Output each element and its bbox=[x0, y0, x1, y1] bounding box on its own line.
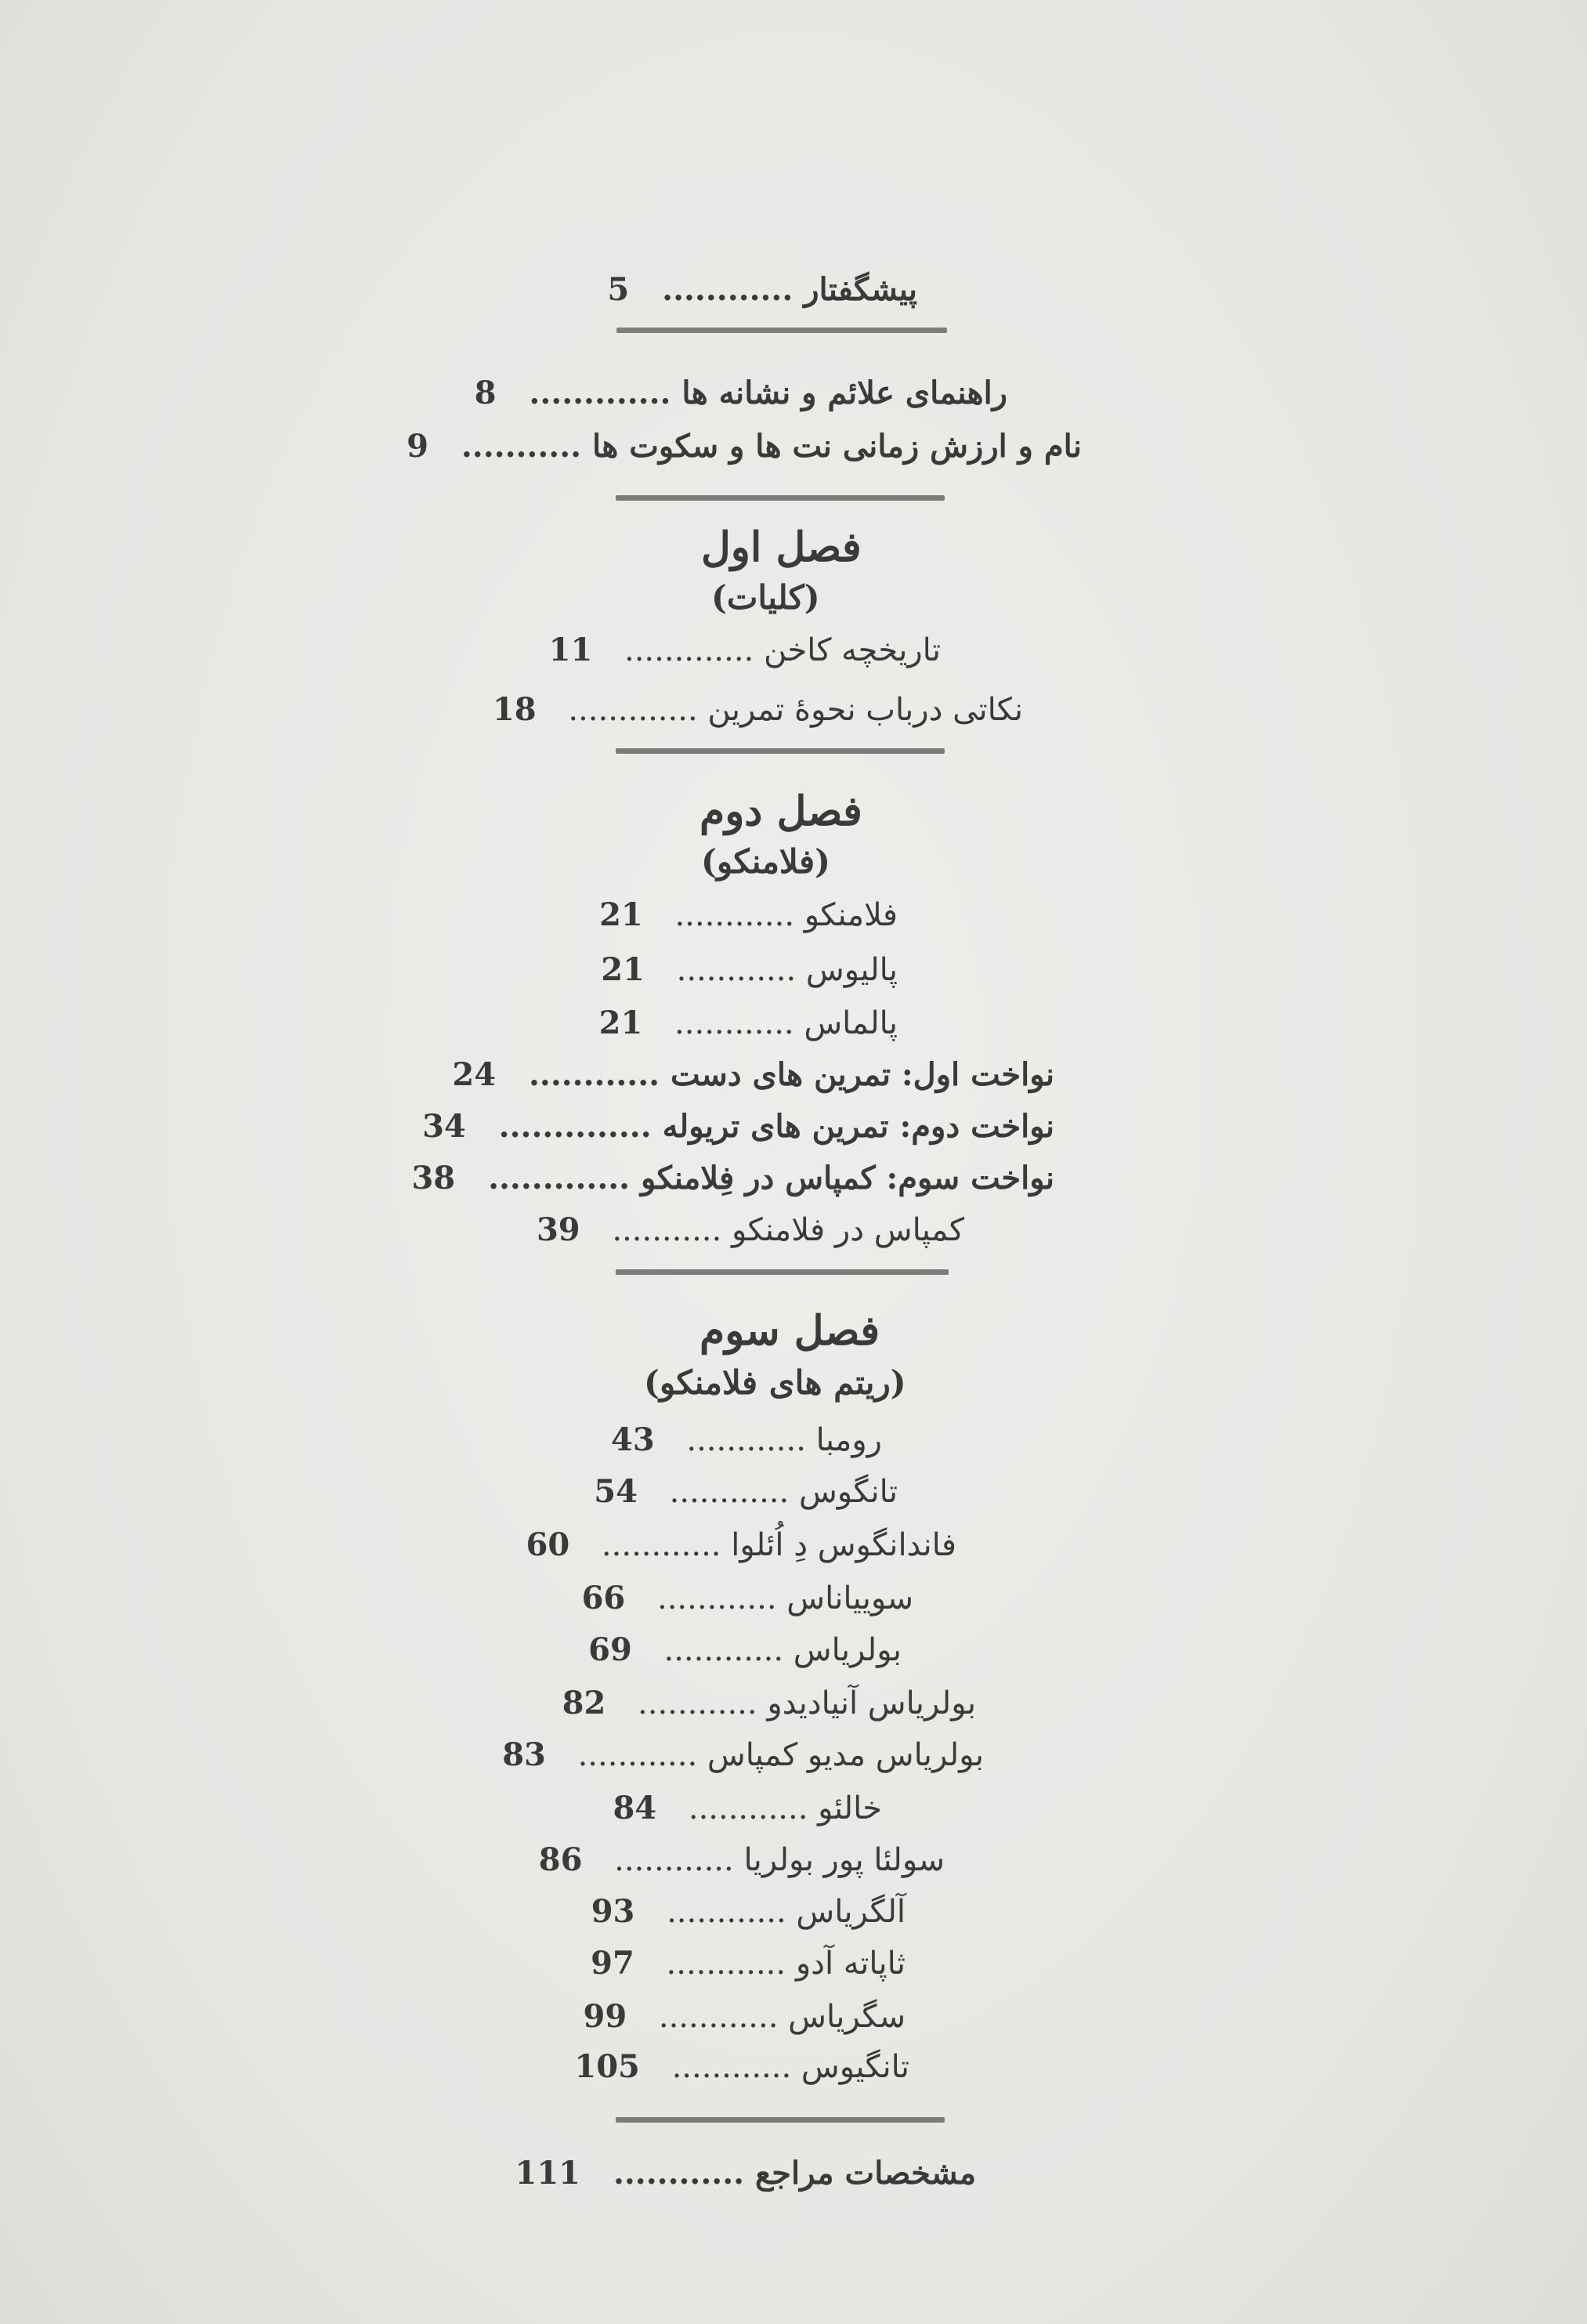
toc-entry bbox=[411, 1155, 1054, 1202]
entry-label: پیشگفتار bbox=[804, 271, 917, 308]
entry-dots: ............. bbox=[568, 692, 698, 728]
toc-entry bbox=[452, 1052, 1054, 1099]
entry-page-number: 21 bbox=[601, 951, 645, 988]
entry-page-number: 84 bbox=[613, 1790, 657, 1826]
entry-label: بولریاس مدیو کمپاس bbox=[707, 1737, 984, 1773]
entry-dots: ............ bbox=[577, 1737, 698, 1773]
toc-entry-preface bbox=[607, 266, 917, 313]
toc-entry bbox=[574, 2043, 909, 2091]
entry-dots: ............ bbox=[601, 1527, 721, 1563]
entry-label: فلامنکو bbox=[804, 897, 898, 933]
entry-dots: ............ bbox=[688, 1790, 808, 1826]
entry-page-number: 97 bbox=[591, 1945, 634, 1982]
entry-label: تاریخچه کاخن bbox=[764, 632, 941, 668]
entry-page-number: 21 bbox=[599, 896, 643, 933]
entry-dots: ............. bbox=[624, 632, 754, 668]
entry-label: کمپاس در فلامنکو bbox=[731, 1212, 964, 1248]
entry-dots: ........... bbox=[612, 1212, 722, 1248]
toc-entry bbox=[599, 892, 898, 939]
toc-entry bbox=[613, 1785, 882, 1832]
entry-label: نواخت سوم: کمپاس در فِلامنکو bbox=[641, 1160, 1054, 1196]
entry-page-number: 43 bbox=[610, 1421, 655, 1458]
entry-label: بولریاس آنیادیدو bbox=[767, 1685, 976, 1721]
entry-dots: ............ bbox=[674, 897, 795, 933]
entry-label: نواخت اول: تمرین های دست bbox=[671, 1056, 1054, 1093]
toc-entry bbox=[588, 1627, 902, 1674]
toc-entry bbox=[549, 627, 941, 674]
toc-entry bbox=[591, 1888, 906, 1935]
entry-label: تانگیوس bbox=[801, 2049, 909, 2085]
entry-page-number: 38 bbox=[411, 1160, 456, 1196]
chapter-subtitle: (ریتم های فلامنکو) bbox=[644, 1363, 906, 1402]
entry-page-number: 5 bbox=[607, 271, 630, 308]
toc-entry bbox=[475, 370, 1007, 417]
toc-entry-references bbox=[515, 2150, 977, 2197]
entry-dots: ............ bbox=[638, 1685, 757, 1721]
entry-label: تانگوس bbox=[798, 1474, 898, 1510]
entry-label: آلگریاس bbox=[796, 1894, 906, 1930]
toc-entry bbox=[526, 1522, 956, 1569]
entry-page-number: 24 bbox=[452, 1056, 497, 1093]
entry-label: سگریاس bbox=[788, 1999, 906, 2035]
divider-rule bbox=[616, 2117, 945, 2123]
entry-dots: ............ bbox=[662, 271, 794, 308]
divider-rule bbox=[616, 495, 945, 501]
entry-dots: ............ bbox=[656, 1580, 777, 1616]
chapter-title: فصل دوم bbox=[700, 787, 862, 835]
entry-dots: ............ bbox=[667, 1894, 786, 1930]
entry-label: سولئا پور بولریا bbox=[743, 1842, 945, 1878]
entry-page-number: 11 bbox=[548, 632, 593, 668]
entry-page-number: 54 bbox=[594, 1473, 638, 1510]
entry-dots: ........... bbox=[461, 428, 582, 465]
entry-page-number: 86 bbox=[538, 1841, 583, 1878]
entry-page-number: 21 bbox=[598, 1005, 643, 1041]
entry-label: ثاپاته آدو bbox=[795, 1946, 906, 1982]
entry-label: نواخت دوم: تمرین های تریوله bbox=[662, 1108, 1054, 1145]
entry-label: نکاتی درباب نحوهٔ تمرین bbox=[707, 692, 1023, 728]
toc-entry bbox=[599, 1000, 898, 1047]
toc-entry bbox=[583, 1993, 906, 2040]
entry-page-number: 8 bbox=[474, 375, 497, 411]
entry-page-number: 34 bbox=[422, 1108, 466, 1145]
entry-dots: ............ bbox=[658, 1999, 779, 2035]
divider-rule bbox=[616, 1269, 949, 1275]
divider-rule bbox=[616, 748, 945, 754]
entry-dots: ............ bbox=[676, 952, 797, 988]
chapter-subtitle: (فلامنکو) bbox=[701, 842, 830, 881]
entry-dots: ............ bbox=[528, 1056, 660, 1093]
entry-page-number: 83 bbox=[502, 1736, 546, 1773]
entry-page-number: 105 bbox=[574, 2048, 640, 2085]
toc-entry bbox=[562, 1680, 976, 1727]
entry-page-number: 99 bbox=[583, 1998, 627, 2035]
entry-label: نام و ارزش زمانی نت ها و سکوت ها bbox=[592, 428, 1082, 465]
toc-entry bbox=[582, 1575, 913, 1622]
toc-entry bbox=[591, 1940, 906, 1987]
entry-dots: .............. bbox=[498, 1108, 652, 1145]
entry-label: بولریاس bbox=[793, 1632, 902, 1668]
entry-page-number: 111 bbox=[515, 2155, 580, 2192]
entry-dots: ............ bbox=[614, 1842, 734, 1878]
toc-entry bbox=[594, 1468, 898, 1515]
toc-entry bbox=[537, 1207, 964, 1254]
chapter-subtitle: (کلیات) bbox=[711, 578, 820, 617]
toc-entry bbox=[407, 423, 1082, 470]
toc-entry bbox=[493, 686, 1023, 733]
entry-label: پالیوس bbox=[805, 952, 898, 988]
entry-page-number: 66 bbox=[581, 1580, 626, 1616]
entry-label: فاندانگوس دِ اُئلوا bbox=[731, 1527, 956, 1563]
entry-page-number: 18 bbox=[492, 691, 537, 728]
entry-dots: ............. bbox=[488, 1160, 631, 1196]
entry-dots: ............ bbox=[686, 1422, 806, 1458]
entry-label: راهنمای علائم و نشانه ها bbox=[681, 375, 1007, 411]
entry-label: خالئو bbox=[818, 1790, 882, 1826]
entry-dots: ............ bbox=[669, 1474, 790, 1510]
entry-page-number: 93 bbox=[591, 1893, 635, 1930]
entry-dots: ............ bbox=[613, 2155, 745, 2192]
entry-label: مشخصات مراجع bbox=[754, 2155, 976, 2192]
entry-page-number: 9 bbox=[407, 428, 428, 465]
chapter-title: فصل سوم bbox=[700, 1307, 880, 1355]
entry-page-number: 39 bbox=[536, 1211, 580, 1248]
toc-entry bbox=[502, 1732, 984, 1779]
toc-entry bbox=[539, 1837, 945, 1884]
entry-dots: ............ bbox=[671, 2049, 792, 2085]
entry-page-number: 69 bbox=[588, 1631, 632, 1668]
entry-dots: ............. bbox=[529, 375, 671, 411]
entry-page-number: 82 bbox=[562, 1685, 606, 1721]
entry-label: پالماس bbox=[804, 1005, 898, 1041]
toc-entry bbox=[611, 1417, 882, 1464]
entry-dots: ............ bbox=[663, 1632, 784, 1668]
divider-rule bbox=[616, 328, 947, 333]
entry-dots: ............ bbox=[674, 1005, 794, 1041]
entry-label: سوییاناس bbox=[786, 1580, 913, 1616]
toc-entry bbox=[422, 1103, 1054, 1150]
toc-entry bbox=[601, 947, 898, 994]
entry-label: رومبا bbox=[815, 1422, 882, 1458]
chapter-title: فصل اول bbox=[701, 523, 862, 571]
entry-page-number: 60 bbox=[526, 1526, 570, 1563]
entry-dots: ............ bbox=[666, 1946, 786, 1982]
